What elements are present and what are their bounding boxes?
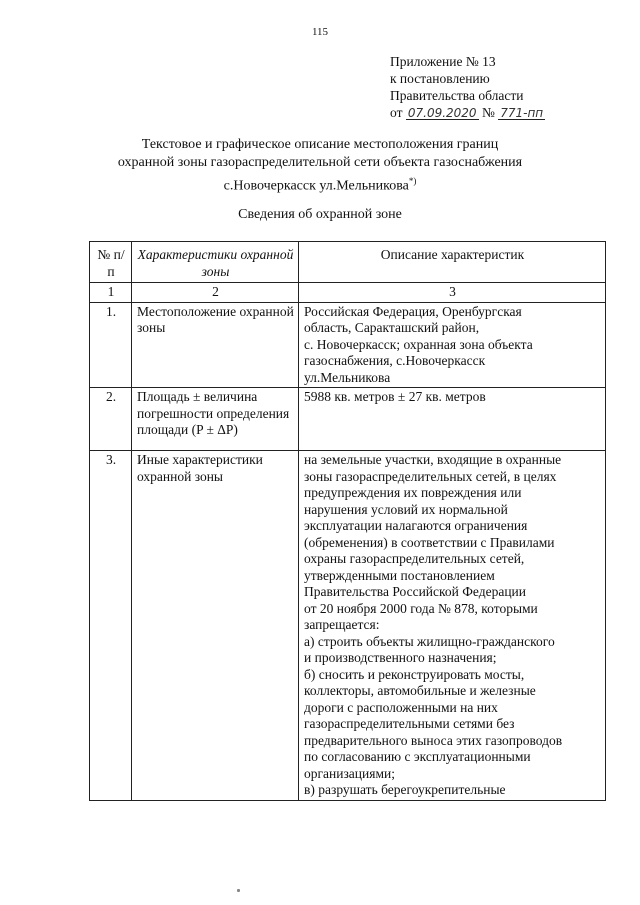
- section-subtitle: Сведения об охранной зоне: [238, 207, 402, 222]
- description-line: с. Новочеркасск; охранная зона объекта: [304, 336, 533, 352]
- header-num: № п/п: [90, 242, 132, 283]
- row-characteristic: Площадь ± величина погрешности определения площади (P ± ΔP): [132, 388, 299, 451]
- description-line: газоснабжения, с.Новочеркасск: [304, 353, 486, 368]
- row-description: [299, 388, 606, 451]
- row-description: [299, 451, 606, 801]
- annex-line-2: к постановлению: [390, 71, 490, 86]
- description-line: на земельные участки, входящие в охранные: [304, 452, 562, 467]
- description-line: и производственного назначения;: [304, 650, 497, 665]
- title-line-3: [80, 172, 560, 196]
- description-line: 5988 кв. метров ± 27 кв. метров: [304, 389, 486, 404]
- row-characteristic: Местоположение охранной зоны: [132, 302, 299, 388]
- footnote-mark: *): [408, 176, 417, 186]
- description-line: (обременения) в соответствии с Правилами: [304, 534, 555, 550]
- handwritten-date: 07.09.2020: [407, 106, 477, 120]
- description-line: нарушения условий их нормальной: [304, 501, 508, 517]
- description-line: б) сносить и реконструировать мосты,: [304, 666, 525, 682]
- description-line: зоны газораспределительных сетей, в целях: [304, 468, 557, 484]
- document-title: [80, 136, 560, 196]
- description-line: коллекторы, автомобильные и железные: [304, 683, 536, 698]
- description-line: область, Саракташский район,: [304, 320, 480, 335]
- description-line: дороги с расположенными на них: [304, 699, 498, 715]
- row-num: 3.: [90, 451, 132, 801]
- title-line-1: Текстовое и графическое описание местоположения границ: [141, 137, 499, 152]
- number-prefix: №: [481, 105, 495, 120]
- description-line: а) строить объекты жилищно-гражданского: [304, 633, 555, 649]
- table-row: [90, 388, 606, 451]
- header-description: Описание характеристик: [299, 242, 606, 283]
- description-line: организациями;: [304, 765, 395, 781]
- page-number: 115: [311, 26, 329, 38]
- description-line: эксплуатации налагаются ограничения: [304, 518, 528, 533]
- description-line: Правительства Российской Федерации: [304, 584, 526, 599]
- scan-mark: [237, 889, 240, 892]
- header-characteristic: Характеристики охранной зоны: [132, 242, 299, 283]
- description-line: предварительного выноса этих газопроводов: [304, 732, 563, 748]
- description-line: в) разрушать берегоукрепительные: [304, 782, 506, 797]
- description-line: газораспределительными сетями без: [304, 716, 515, 731]
- column-numbers-row: [90, 283, 606, 303]
- date-prefix: от: [390, 105, 403, 120]
- column-number: 3: [299, 283, 606, 303]
- table-header-row: [90, 242, 606, 283]
- description-line: ул.Мельникова: [304, 369, 391, 385]
- row-num: 2.: [90, 388, 132, 451]
- annex-block: [390, 53, 545, 121]
- handwritten-number: 771-пп: [500, 106, 544, 120]
- description-line: утвержденными постановлением: [304, 567, 495, 583]
- title-line-2: охранной зоны газораспределительной сети объекта газоснабжения: [117, 155, 523, 170]
- annex-title: Приложение № 13: [390, 54, 496, 69]
- zone-info-table: [89, 241, 606, 801]
- table-row: [90, 451, 606, 801]
- description-line: от 20 ноября 2000 года № 878, которыми: [304, 600, 538, 616]
- description-line: охраны газораспределительных сетей,: [304, 551, 525, 566]
- row-description: [299, 302, 606, 388]
- column-number: 2: [132, 283, 299, 303]
- description-line: Российская Федерация, Оренбургская: [304, 303, 522, 319]
- title-location: с.Новочеркасск ул.Мельникова: [223, 178, 409, 194]
- table-row: [90, 302, 606, 388]
- annex-line-3: Правительства области: [390, 88, 524, 103]
- description-line: запрещается:: [304, 617, 380, 632]
- annex-date-row: [390, 104, 545, 121]
- description-line: по согласованию с эксплуатационными: [304, 749, 531, 764]
- column-number: 1: [90, 283, 132, 303]
- row-num: 1.: [90, 302, 132, 388]
- description-line: предупреждения их повреждения или: [304, 485, 522, 500]
- row-characteristic: Иные характеристики охранной зоны: [132, 451, 299, 801]
